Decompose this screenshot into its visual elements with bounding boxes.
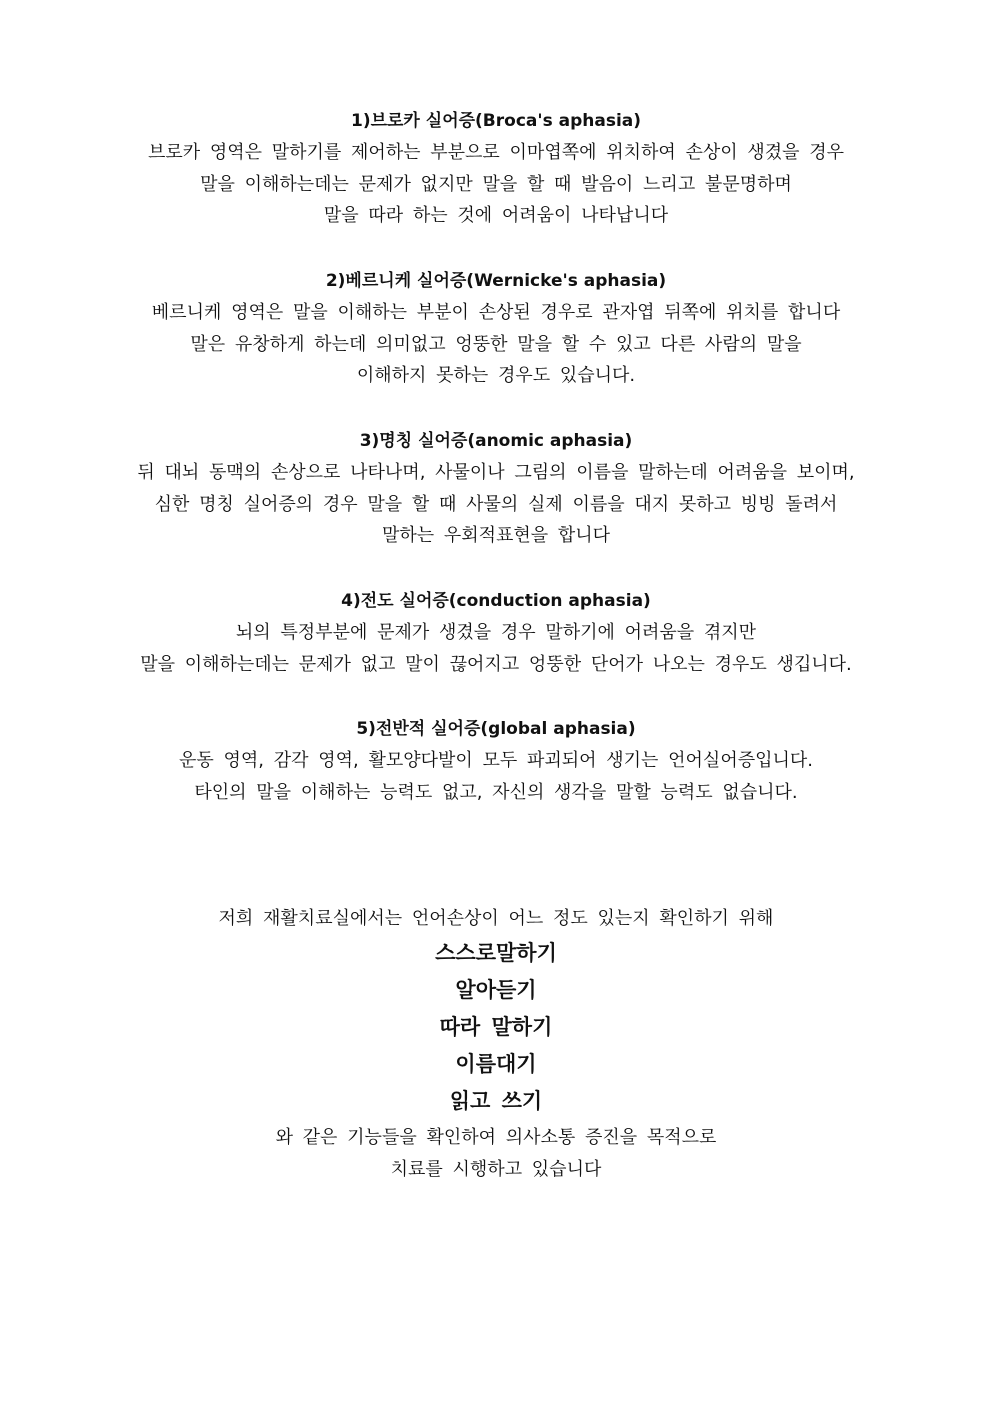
body-line: 베르니케 영역은 말을 이해하는 부분이 손상된 경우로 관자엽 뒤쪽에 위치를 합니다 — [151, 302, 841, 323]
test-item: 이름대기 — [455, 1052, 537, 1076]
body-line: 타인의 말을 이해하는 능력도 없고, 자신의 생각을 말할 능력도 없습니다. — [194, 781, 798, 803]
body-line: 운동 영역, 감각 영역, 활모양다발이 모두 파괴되어 생기는 언어실어증입니다. — [179, 750, 813, 771]
test-item: 알아듣기 — [455, 978, 537, 1002]
body-line: 브로카 영역은 말하기를 제어하는 부분으로 이마엽쪽에 위치하여 손상이 생겼을 경우 — [147, 142, 845, 163]
test-item: 따라 말하기 — [439, 1015, 553, 1039]
closing-outro-line: 와 같은 기능들을 확인하여 의사소통 증진을 목적으로 — [275, 1127, 717, 1148]
body-line: 말하는 우회적표현을 합니다 — [381, 525, 611, 546]
section-conduction — [60, 585, 932, 680]
section-anomic — [60, 425, 932, 552]
closing-outro-block — [60, 1122, 932, 1185]
closing-outro-line: 치료를 시행하고 있습니다 — [390, 1158, 602, 1180]
body-line: 말을 이해하는데는 문제가 없지만 말을 할 때 발음이 느리고 불문명하며 — [200, 173, 792, 195]
body-line: 뒤 대뇌 동맥의 손상으로 나타나며, 사물이나 그림의 이름을 말하는데 어려움을 보이며, — [137, 462, 855, 483]
section-heading: 1)브로카 실어증(Broca's aphasia) — [350, 111, 642, 131]
section-heading: 2)베르니케 실어증(Wernicke's aphasia) — [325, 271, 667, 291]
test-item: 읽고 쓰기 — [449, 1089, 543, 1113]
section-broca — [60, 105, 932, 232]
body-line: 말을 이해하는데는 문제가 없고 말이 끊어지고 엉뚱한 단어가 나오는 경우도 생깁니다. — [140, 653, 852, 675]
body-line: 뇌의 특정부분에 문제가 생겼을 경우 말하기에 어려움을 겪지만 — [235, 622, 757, 643]
body-line: 이해하지 못하는 경우도 있습니다. — [356, 365, 636, 386]
section-heading: 5)전반적 실어증(global aphasia) — [356, 719, 636, 739]
test-item: 스스로말하기 — [435, 941, 557, 965]
section-global — [60, 713, 932, 808]
test-items-list — [60, 935, 932, 1120]
body-line: 말은 유창하게 하는데 의미없고 엉뚱한 말을 할 수 있고 다른 사람의 말을 — [190, 333, 802, 355]
body-line: 심한 명칭 실어증의 경우 말을 할 때 사물의 실제 이름을 대지 못하고 빙빙 돌려서 — [154, 493, 838, 515]
closing-intro: 저희 재활치료실에서는 언어손상이 어느 정도 있는지 확인하기 위해 — [218, 908, 774, 929]
section-heading: 4)전도 실어증(conduction aphasia) — [341, 591, 651, 611]
section-wernicke — [60, 265, 932, 392]
section-heading: 3)명칭 실어증(anomic aphasia) — [359, 431, 633, 451]
body-line: 말을 따라 하는 것에 어려움이 나타납니다 — [323, 205, 669, 226]
closing-intro-block — [60, 903, 932, 935]
